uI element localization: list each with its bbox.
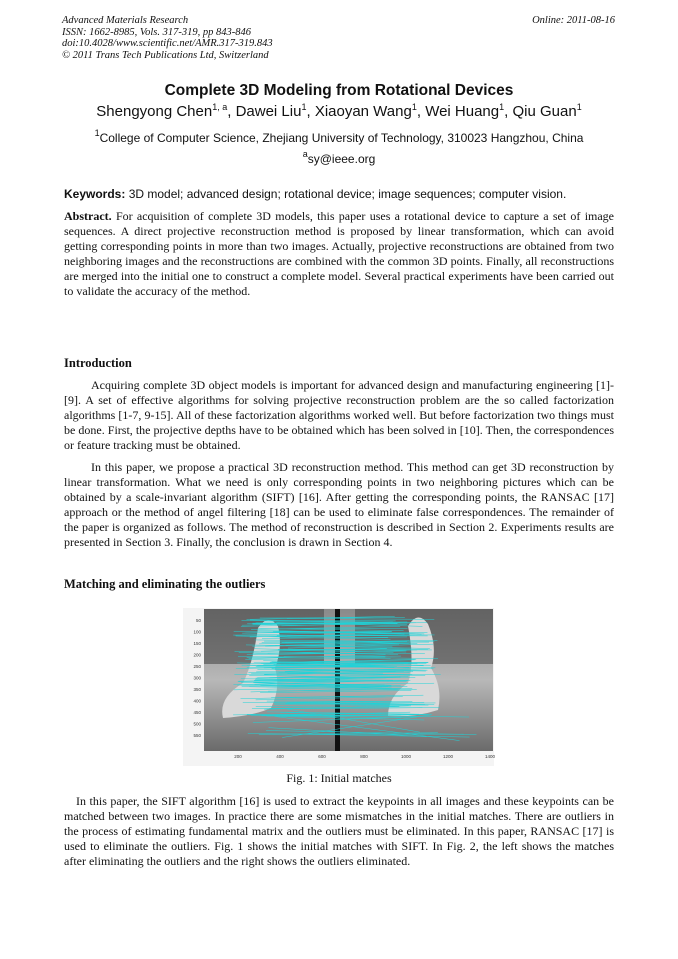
affiliation-sup: 1 [94,128,100,138]
journal-header [62,15,273,61]
journal-name: Advanced Materials Research [62,15,189,26]
abstract [64,209,614,300]
abstract-label: Abstract. [64,209,112,223]
paper-title: Complete 3D Modeling from Rotational Devices [164,82,514,99]
figure-caption: Fig. 1: Initial matches [286,771,392,785]
email-sup: a [302,149,308,159]
x-tick-label: 1000 [400,754,412,759]
x-tick-label: 600 [318,754,326,759]
online-date: Online: 2011-08-16 [532,15,615,26]
keywords-text: 3D model; advanced design; rotational device; image sequences; computer vision. [128,187,567,201]
intro-paragraph-2: In this paper, we propose a practical 3D reconstruction method. This method can get 3D reconstruction by linear transformation. What we need is only corresponding points in two neighboring pictures which can be obtained by a scale-invariant algorithm (SIFT) [16]. After getting the corresponding points, the RANSAC [17] approach or the method of angel filtering [18] can be used to eliminate false correspondences. The remainder of the paper is organized as follows. The method of reconstruction is described in Section 2. Experiments results are presented in Section 3. Finally, the conclusion is drawn in Section 4. [64,460,614,550]
y-tick-label: 300 [193,675,201,681]
author-name: Wei Huang [425,103,500,120]
author-list: Shengyong Chen$^{1, a}$, Dawei Liu$^1$, Xiaoyan Wang$^1$, Wei Huang$^1$, Qiu Guan$^1$ [96,102,582,120]
copyright-line: © 2011 Trans Tech Publications Ltd, Switzerland [62,49,269,61]
x-tick-label: 1200 [442,754,454,759]
keywords-label: Keywords: [64,187,126,201]
y-axis-ticks [193,618,201,738]
author-sup: 1, a [212,102,228,112]
affiliation-text: College of Computer Science, Zhejiang University of Technology, 310023 Hangzhou, China [99,131,584,145]
author-sup: 1 [576,102,582,112]
y-tick-label: 450 [193,710,201,715]
author-name: Xiaoyan Wang [314,103,412,120]
matches-image [183,608,494,766]
section-heading-matching: Matching and eliminating the outliers [64,577,266,591]
y-tick-label: 500 [193,721,201,727]
y-tick-label: 100 [193,629,201,635]
y-tick-label: 550 [193,733,201,738]
intro-paragraph-1: Acquiring complete 3D object models is important for advanced design and manufacturing engineering [1]-[9]. A set of effective algorithms for solving projective reconstruction problem are the so called factorization algorithms [1-7, 9-15]. All of these factorization algorithms worked well. But before factorization two things must be done. First, the projective depths have to be obtained which has been solved in [10]. Then, the correspondences or feature tracking must be obtained. [64,378,614,453]
y-tick-label: 400 [193,698,201,704]
keywords [64,187,614,201]
section-heading-introduction: Introduction [64,356,132,370]
author-name: Shengyong Chen [96,103,213,120]
email-text: sy@ieee.org [307,152,376,166]
x-tick-label: 400 [276,754,284,759]
doi-line: doi:10.4028/www.scientific.net/AMR.317-319.843 [62,38,273,49]
y-tick-label: 50 [195,618,201,623]
image-separator [335,609,340,751]
affiliation [0,128,678,145]
x-tick-label: 200 [234,754,242,759]
matching-paragraph: In this paper, the SIFT algorithm [16] is used to extract the keypoints in all images and these keypoints can be matched between two images. In practice there are some mismatches in the initial matches. There are outliers in the process of estimating fundamental matrix and the outliers must be eliminated. In this paper, RANSAC [17] is used to eliminate the outliers. Fig. 1 shows the initial matches with SIFT. In Fig. 2, the left shows the matches after eliminating the outliers and the right shows the outliers eliminated. [64,794,614,869]
author-sup: 1 [411,102,417,112]
abstract-text: For acquisition of complete 3D models, this paper uses a rotational device to capture a set of image sequences. A direct projective reconstruction method is proposed by linear transformation, which can avoid getting corresponding points in more than two images. Actually, projective reconstructions are obtained from two neighboring images and the reconstructions are combined with the common 3D points. Finally, all reconstructions are merged into the initial one to construct a complete model. Several practical experiments have been carried out to validate the accuracy of the method. [64,209,615,299]
author-sup: 1 [499,102,505,112]
author-name: Qiu Guan [512,103,577,120]
y-tick-label: 150 [193,641,201,646]
figure-initial-matches [183,608,494,766]
author-sup: 1 [301,102,307,112]
y-tick-label: 350 [193,687,201,692]
x-axis-ticks [234,754,495,759]
author-name: Dawei Liu [235,103,302,120]
issn-line: ISSN: 1662-8985, Vols. 317-319, pp 843-846 [62,26,251,38]
author-email [0,149,678,166]
x-tick-label: 800 [360,754,368,759]
y-tick-label: 250 [193,664,201,669]
x-tick-label: 1400 [484,754,496,759]
y-tick-label: 200 [193,652,201,658]
